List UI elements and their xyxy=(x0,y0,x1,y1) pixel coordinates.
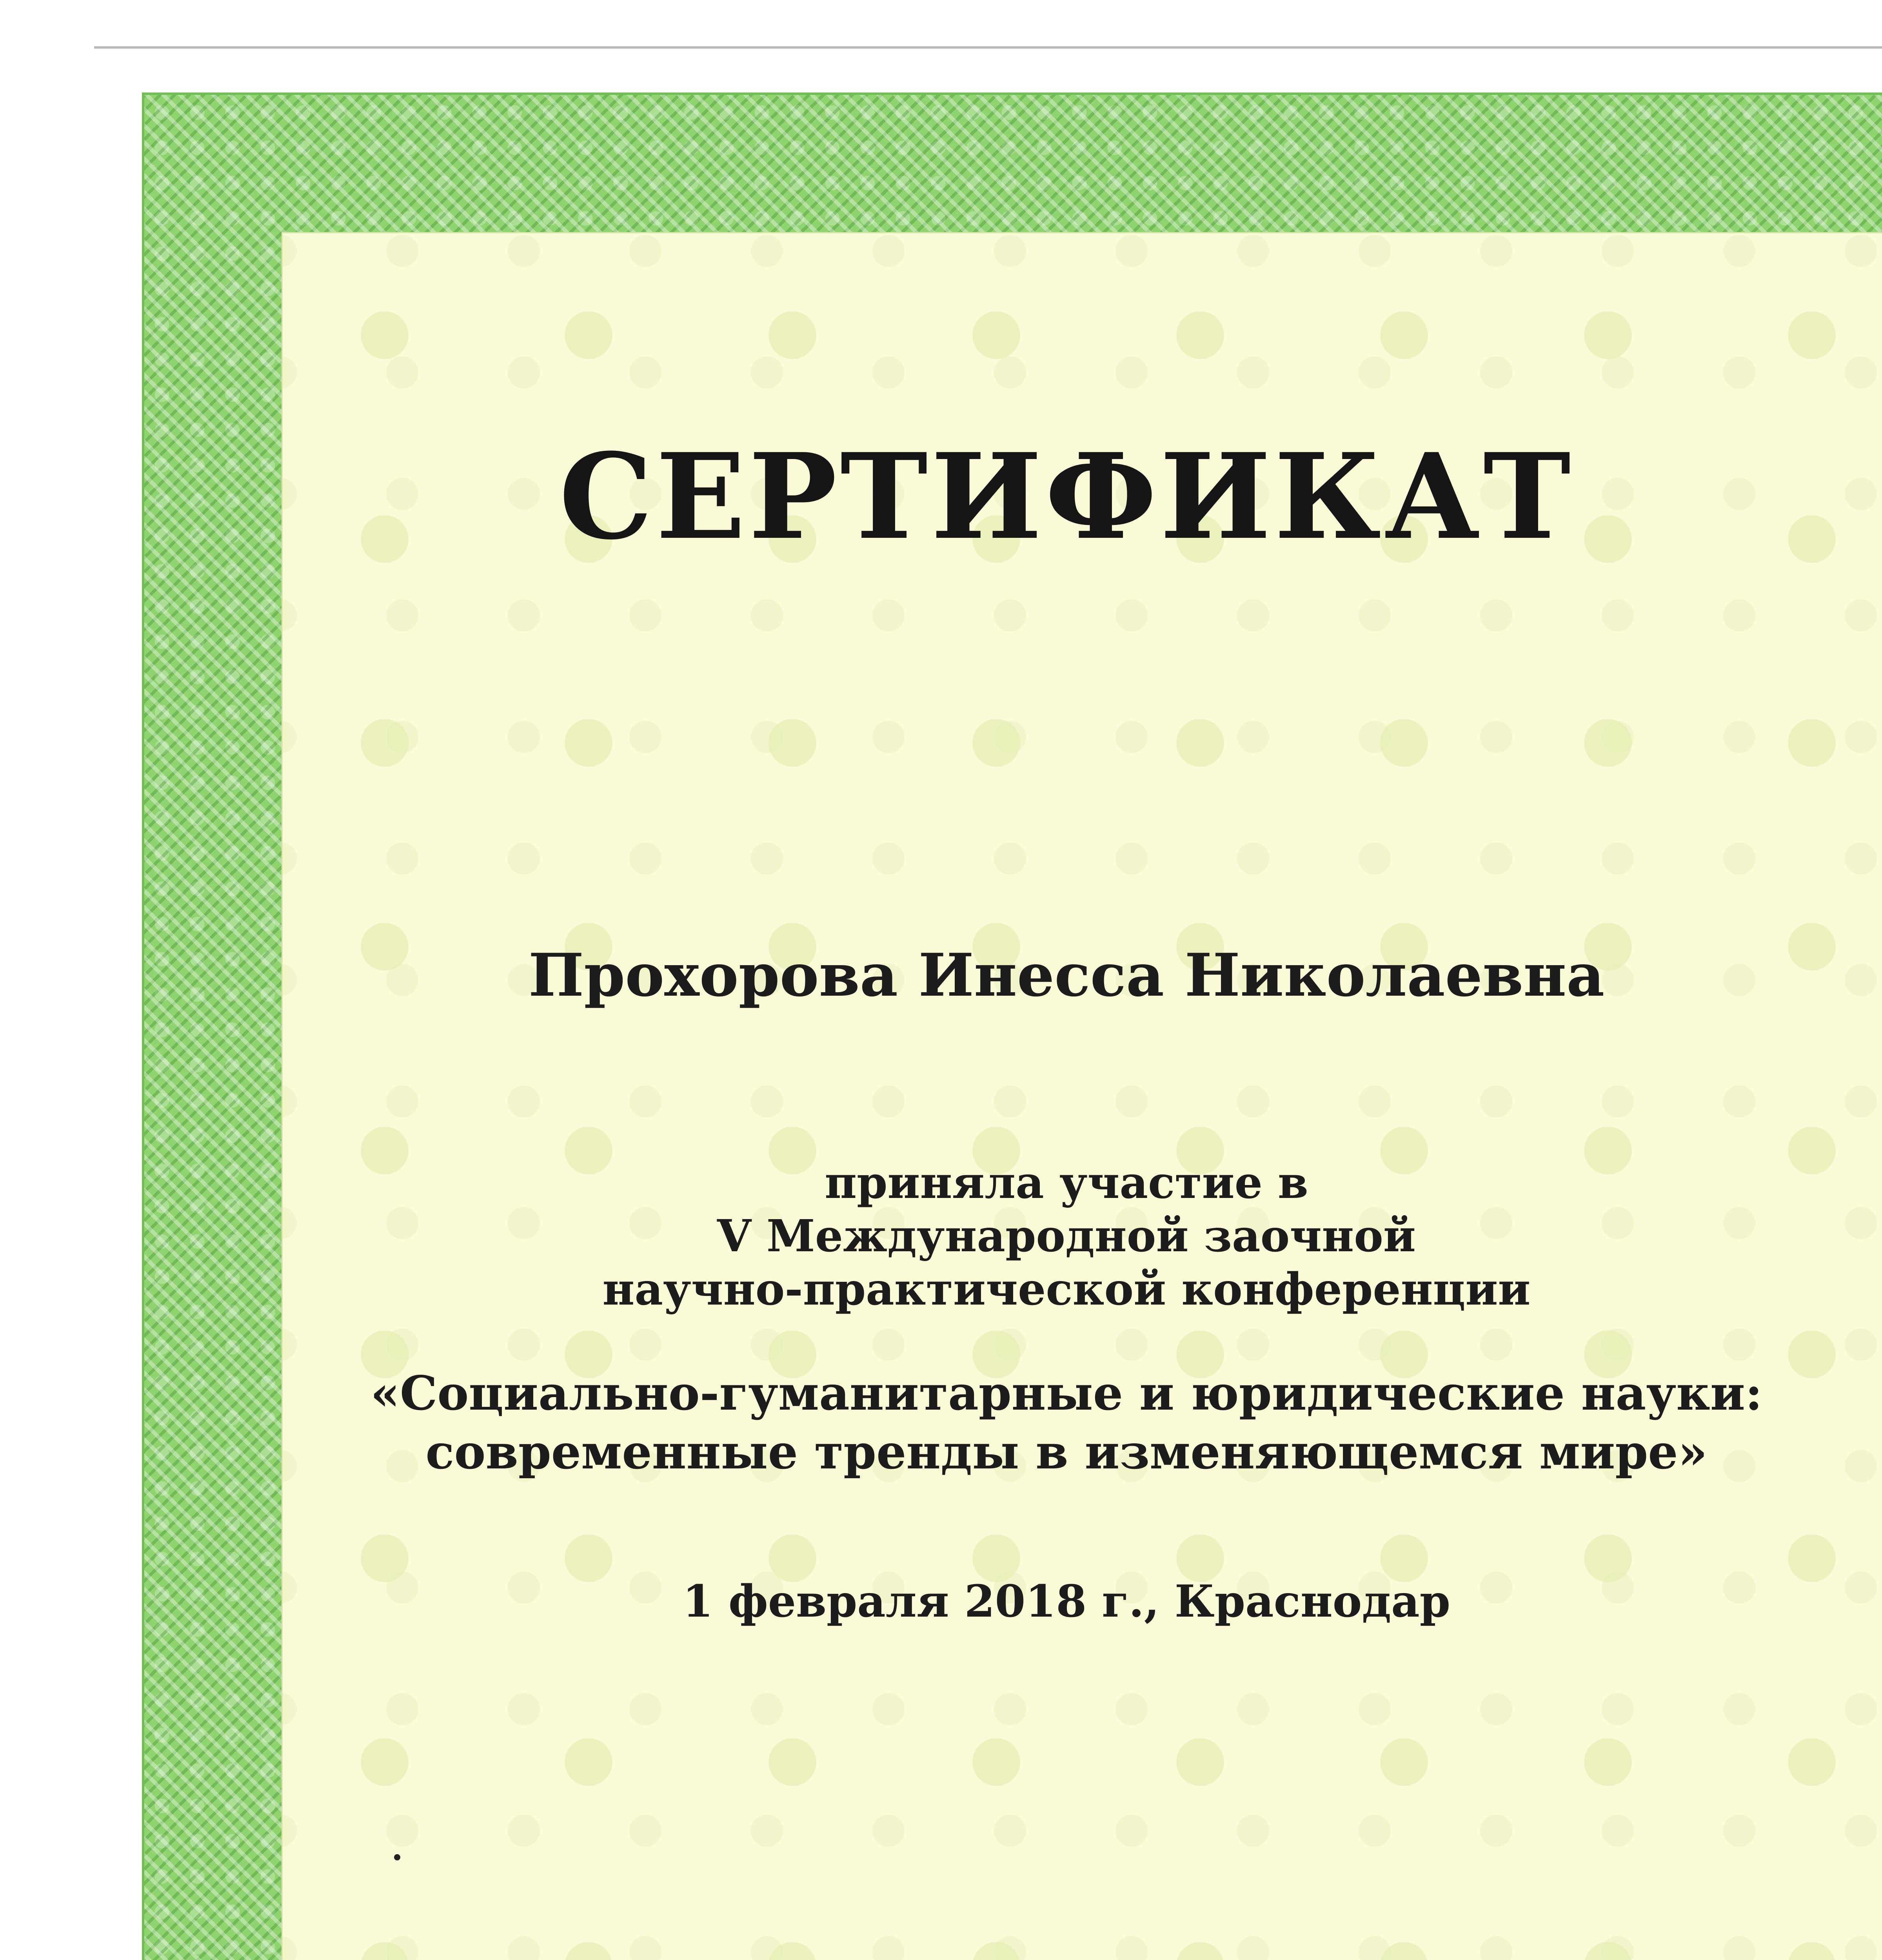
scan-speck xyxy=(394,1854,400,1860)
recipient-name: Прохорова Инесса Николаевна xyxy=(528,941,1605,1010)
event-date-place: 1 февраля 2018 г., Краснодар xyxy=(682,1576,1451,1627)
participation-text xyxy=(125,1156,1882,1316)
conference-title-line: «Социально-гуманитарные и юридические науки: xyxy=(370,1366,1763,1421)
certificate-title: СЕРТИФИКАТ xyxy=(559,427,1574,566)
scan-edge-line xyxy=(94,46,1882,49)
conference-title xyxy=(125,1364,1882,1482)
conference-title-line: современные тренды в изменяющемся мире» xyxy=(425,1425,1708,1480)
decorative-green-border xyxy=(142,93,1882,1960)
participation-line: V Международной заочной xyxy=(717,1210,1416,1262)
participation-line: научно-практической конференции xyxy=(602,1264,1531,1315)
participation-line: приняла участие в xyxy=(825,1157,1308,1209)
